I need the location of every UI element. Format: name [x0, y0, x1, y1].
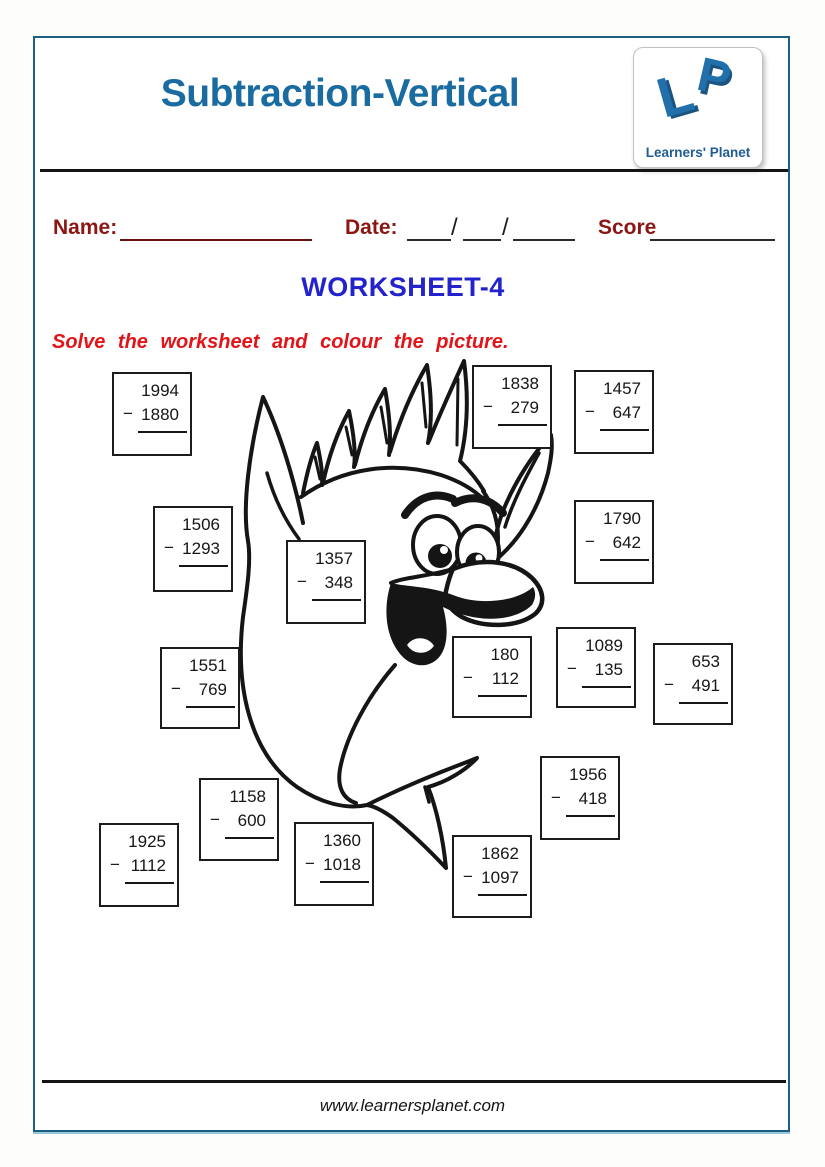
answer-line	[600, 559, 649, 561]
score-label: Score	[598, 216, 657, 239]
problem-box-14	[294, 822, 374, 906]
problem-box-10	[653, 643, 733, 725]
logo-letter-p: P	[692, 48, 736, 107]
header-divider-line	[40, 169, 788, 172]
minuend: 1994	[141, 381, 179, 400]
minuend: 1357	[315, 549, 353, 568]
minuend: 1956	[569, 765, 607, 784]
problem-box-6	[286, 540, 366, 624]
answer-line	[679, 702, 728, 704]
subtrahend: 491	[691, 676, 720, 695]
fish-pupil-highlight-left	[440, 546, 448, 554]
minuend: 1457	[603, 379, 641, 398]
problem-box-8	[452, 636, 532, 718]
subtrahend: 1293	[182, 539, 220, 558]
footer-website-url: www.learnersplanet.com	[319, 1096, 506, 1115]
worksheet-heading: WORKSHEET-4	[301, 272, 505, 302]
minuend: 1506	[182, 515, 220, 534]
subtrahend: 769	[198, 680, 227, 699]
subtrahend: 279	[510, 398, 539, 417]
problem-box-11	[540, 756, 620, 840]
minuend: 1158	[229, 787, 266, 806]
problem-box-15	[452, 835, 532, 918]
answer-line	[125, 882, 174, 884]
problem-box-7	[160, 647, 240, 729]
answer-line	[312, 599, 361, 601]
minus-sign: −	[567, 659, 577, 678]
minuend: 180	[490, 645, 519, 664]
logo-caption: Learners' Planet	[645, 145, 751, 160]
footer-divider-line	[42, 1080, 786, 1083]
subtrahend: 1112	[130, 856, 166, 875]
fish-back-line	[301, 468, 483, 499]
answer-line	[566, 815, 615, 817]
problem-box-5	[574, 500, 654, 584]
name-label: Name:	[53, 216, 118, 239]
subtrahend: 112	[491, 669, 519, 688]
minus-sign: −	[123, 404, 133, 423]
fish-eyebrow-left	[405, 496, 453, 515]
subtrahend: 1018	[323, 855, 361, 874]
subtrahend: 1880	[141, 405, 179, 424]
problem-box-4	[153, 506, 233, 592]
subtrahend: 1097	[481, 868, 519, 887]
minuend: 1551	[189, 656, 227, 675]
learners-planet-logo	[633, 47, 763, 168]
date-slash-1: /	[451, 214, 458, 241]
minus-sign: −	[664, 675, 674, 694]
problem-box-9	[556, 627, 636, 708]
minus-sign: −	[171, 679, 181, 698]
minus-sign: −	[585, 402, 595, 421]
problem-box-1	[112, 372, 192, 456]
minus-sign: −	[110, 855, 120, 874]
minuend: 653	[691, 652, 720, 671]
minus-sign: −	[297, 572, 307, 591]
subtrahend: 642	[612, 533, 641, 552]
minuend: 1790	[603, 509, 641, 528]
answer-line	[600, 429, 649, 431]
page-title: Subtraction-Vertical	[160, 72, 520, 115]
date-month-line	[463, 239, 501, 241]
fish-belly-line	[339, 665, 395, 803]
fish-upper-lip-line	[391, 569, 453, 583]
minus-sign: −	[210, 810, 220, 829]
answer-line	[478, 894, 527, 896]
minus-sign: −	[585, 532, 595, 551]
fish-right-horn-fin	[492, 435, 552, 563]
answer-line	[225, 837, 274, 839]
date-slash-2: /	[502, 214, 509, 241]
subtrahend: 135	[594, 660, 623, 679]
fish-tongue	[405, 636, 436, 654]
instruction-text: Solve the worksheet and colour the picture.	[52, 331, 509, 353]
minus-sign: −	[305, 854, 315, 873]
date-year-line	[513, 239, 575, 241]
problem-box-13	[99, 823, 179, 907]
score-fill-line	[650, 239, 775, 241]
subtrahend: 647	[612, 403, 641, 422]
subtrahend: 600	[237, 811, 266, 830]
fish-eyebrow-right	[455, 498, 503, 513]
answer-line	[498, 424, 547, 426]
date-day-line	[407, 239, 451, 241]
answer-line	[138, 431, 187, 433]
answer-line	[582, 686, 631, 688]
minus-sign: −	[483, 397, 493, 416]
minus-sign: −	[551, 788, 561, 807]
minus-sign: −	[463, 867, 473, 886]
minuend: 1089	[585, 636, 623, 655]
logo-letter-l: L	[649, 59, 701, 130]
subtrahend: 418	[578, 789, 607, 808]
minus-sign: −	[463, 668, 473, 687]
date-label: Date:	[345, 216, 398, 239]
minuend: 1838	[501, 374, 539, 393]
subtrahend: 348	[324, 573, 353, 592]
fish-pupil-left	[428, 544, 452, 568]
name-fill-line	[120, 239, 312, 241]
answer-line	[186, 706, 235, 708]
problem-box-3	[574, 370, 654, 454]
problem-box-2	[472, 365, 552, 449]
problem-box-12	[199, 778, 279, 861]
minuend: 1862	[481, 844, 519, 863]
answer-line	[179, 565, 228, 567]
minuend: 1925	[128, 832, 166, 851]
minuend: 1360	[323, 831, 361, 850]
answer-line	[320, 881, 369, 883]
answer-line	[478, 695, 527, 697]
minus-sign: −	[164, 538, 174, 557]
